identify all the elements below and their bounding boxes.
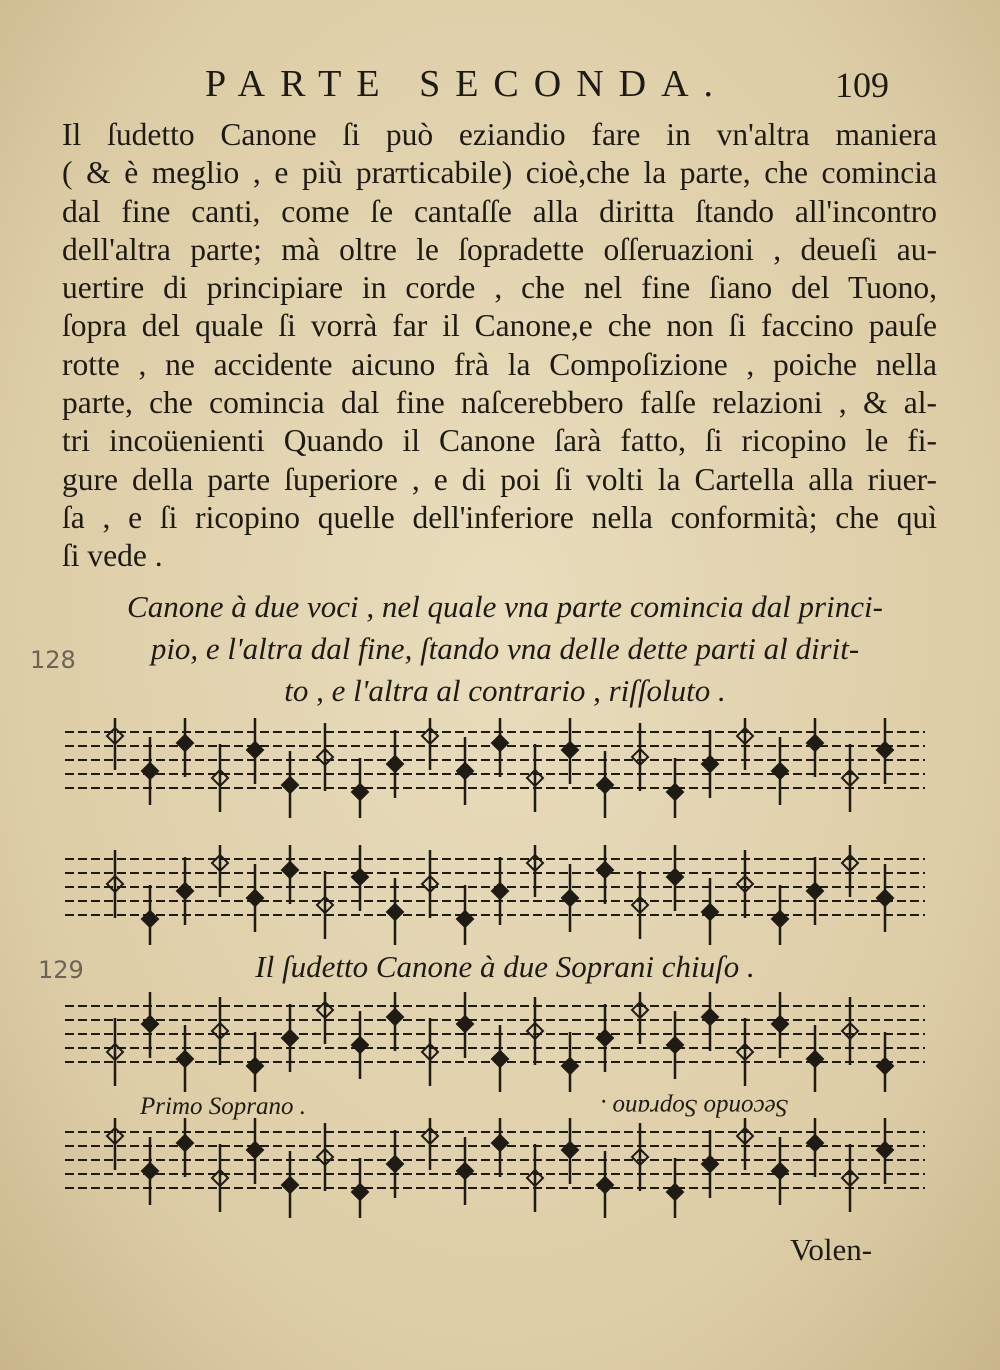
music-note — [212, 744, 228, 812]
music-note — [772, 737, 788, 805]
music-note — [177, 1025, 193, 1092]
page-header — [205, 62, 945, 112]
music-staff — [55, 992, 935, 1092]
music-note — [492, 718, 508, 777]
music-note — [877, 864, 893, 932]
catchword: Volen- — [790, 1232, 873, 1267]
body-line: gure della parte ſuperiore , e di poi ſi volti la Cartella alla riuer- — [62, 461, 937, 497]
music-note — [562, 864, 578, 932]
music-note — [177, 1118, 193, 1177]
caption-line: pio, e l'altra dal fine, ſtando vna delle dette parti al dirit- — [150, 631, 860, 666]
caption-line: to , e l'altra al contrario , riſſoluto . — [284, 673, 726, 708]
music-note — [597, 1151, 613, 1218]
music-staff — [55, 718, 935, 818]
music-note — [632, 1123, 648, 1191]
body-line: ( & è meglio , e più prатticabile) cioè,che la parte, che comincia — [62, 155, 937, 191]
music-note — [282, 845, 298, 904]
music-note — [632, 723, 648, 791]
music-note — [422, 718, 438, 770]
music-note — [247, 864, 263, 932]
music-note — [527, 845, 543, 897]
body-line: dell'altra parte; mà oltre le ſopradette oſſeruazioni , deueſi au- — [62, 231, 937, 267]
music-note — [842, 744, 858, 812]
body-line: ſa , e ſi ricopino quelle dell'inferiore nella conformità; che quì — [62, 499, 937, 535]
music-note — [282, 1151, 298, 1218]
music-note — [422, 1118, 438, 1170]
music-staff — [55, 1118, 935, 1218]
music-note — [807, 1118, 823, 1177]
music-note — [842, 845, 858, 897]
music-note — [667, 1011, 683, 1079]
music-note — [527, 744, 543, 812]
music-note — [527, 1144, 543, 1212]
music-note — [387, 992, 403, 1051]
body-line: ſi vede . — [62, 538, 163, 574]
music-note — [212, 997, 228, 1065]
music-note — [737, 850, 753, 918]
body-line: dal fine canti, come ſe cantaſſe alla diritta ſtando all'incontro — [62, 193, 937, 229]
canon-caption: Il ſudetto Canone à due Soprani chiuſo . — [255, 949, 755, 984]
music-note — [632, 992, 648, 1044]
music-note — [457, 1137, 473, 1205]
music-note — [317, 723, 333, 791]
music-note — [527, 997, 543, 1065]
music-note — [772, 1137, 788, 1205]
music-note — [177, 718, 193, 777]
music-note — [317, 871, 333, 939]
music-note — [317, 1123, 333, 1191]
music-note — [212, 845, 228, 897]
body-paragraph — [62, 116, 937, 576]
music-note — [842, 997, 858, 1065]
music-note — [737, 1018, 753, 1086]
music-note — [282, 1004, 298, 1072]
music-note — [107, 850, 123, 918]
body-line: rotte , ne accidente aicuno frà la Compoſizione , poiche nella — [62, 346, 937, 382]
voice-label: Primo Soprano . — [140, 1093, 306, 1120]
music-note — [422, 850, 438, 918]
music-note — [387, 730, 403, 798]
canon-caption — [80, 586, 930, 712]
page-number: 109 — [835, 65, 889, 105]
music-note — [317, 992, 333, 1044]
music-note — [352, 1011, 368, 1079]
music-note — [492, 1025, 508, 1092]
caption-line: Canone à due voci , nel quale vna parte comincia dal princi- — [127, 589, 883, 624]
music-note — [842, 1144, 858, 1212]
music-note — [212, 1144, 228, 1212]
voice-label: Secondo Soprano . — [600, 1094, 789, 1121]
running-title: PARTE SECONDA. — [205, 63, 729, 105]
music-note — [807, 1025, 823, 1092]
music-note — [597, 751, 613, 818]
music-note — [107, 1018, 123, 1086]
body-line: ſopra del quale ſi vorrà far il Canone,e che non ſi faccino pauſe — [62, 308, 937, 344]
music-note — [422, 1018, 438, 1086]
music-note — [597, 845, 613, 904]
music-note — [457, 737, 473, 805]
music-note — [737, 718, 753, 770]
body-line: Il ſudetto Canone ſi può eziandio fare in vn'altra maniera — [62, 117, 937, 152]
body-line: tri incoüenienti Quando il Canone ſarà fatto, ſi ricopino le fi- — [62, 423, 937, 459]
music-note — [107, 718, 123, 770]
music-staff — [55, 845, 935, 945]
music-note — [142, 737, 158, 805]
music-note — [387, 1130, 403, 1198]
music-note — [702, 992, 718, 1051]
margin-note: 128 — [30, 646, 76, 674]
music-note — [107, 1118, 123, 1170]
music-note — [492, 1118, 508, 1177]
margin-note: 129 — [38, 956, 84, 984]
music-note — [387, 878, 403, 945]
music-note — [282, 751, 298, 818]
music-note — [142, 1137, 158, 1205]
music-note — [632, 871, 648, 939]
music-note — [807, 718, 823, 777]
body-line: uertire di principiare in corde , che nel fine ſiano del Tuono, — [62, 270, 937, 306]
music-note — [737, 1118, 753, 1170]
body-line: parte, che comincia dal fine naſcerebbero falſe relazioni , & al- — [62, 385, 937, 421]
music-note — [702, 878, 718, 945]
